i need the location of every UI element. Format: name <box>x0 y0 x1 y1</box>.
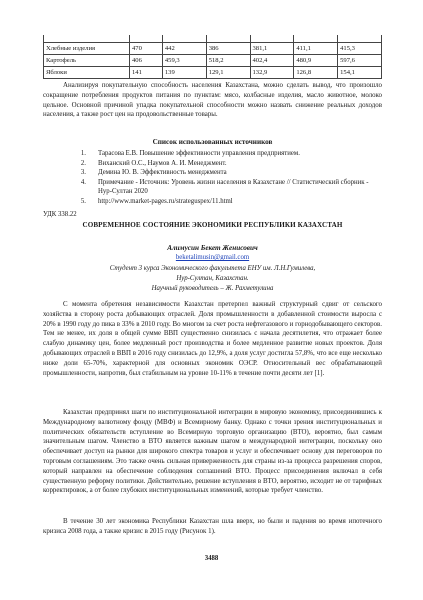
body-paragraph-1: С момента обретения независимости Казахстан претерпел важный структурный сдвиг от сельского хозяйства в сторону роста добывающих отраслей. Доля промышленности в добавленной стоимости выросла с 20% в 1990 году до пика в 33% в 2010 году. Во многом за счет роста нефтегазового и горнодобывающего секторов. Тем не менее, их доля в общей сумме ВВП существенно снизилась с начала десятилетия, что отражает более слабую динамику цен, более медленный рост производства и более медленное развитие новых проектов. Доля добывающих отраслей в ВВП в 2016 году снизилась до 12,9%, а доля услуг достигла 57,8%, что все еще несколько ниже доли 65-70%, характерной для основных экономик ОЭСР. Относительный вес обрабатывающей промышленности, напротив, был стабильным на уровне 10-11% в течение почти десяти лет [1]. <box>43 301 382 377</box>
article-title: СОВРЕМЕННОЕ СОСТОЯНИЕ ЭКОНОМИКИ РЕСПУБЛИКИ КАЗАХСТАН <box>82 221 343 229</box>
page-number: 3488 <box>204 555 219 562</box>
source-item: 4. Примечание - Источник: Уровень жизни населения в Казахстане // Статистический сборник - Нур-Султан 2020 <box>80 178 369 196</box>
table-body <box>44 35 382 78</box>
table-row: Картофель 406 459,3 518,2 402,4 480,9 597,6 <box>44 54 382 66</box>
author-email-link[interactable]: beketalimusin@gmail.com <box>175 254 250 261</box>
analysis-paragraph: Анализируя покупательную способность населения Казахстана, можно сделать вывод, что произошло сокращение потребления продуктов питания по пунктам: мясо, колбасные изделия, масло животное, молоко цельное. Основной причиной упадка покупательной способности можно назвать снижение реальных доходов населения, а также рост цен на продовольственные товары. <box>43 82 382 119</box>
table-row: Яблоки 141 139 129,1 132,9 126,8 154,1 <box>44 66 382 78</box>
sources-list <box>43 149 382 207</box>
body-paragraph-3: В течение 30 лет экономика Республики Казахстан шла вверх, но были и падения во время ипотечного кризиса 2008 года, а также кризис в 2015 году (Рисунок 1). <box>43 518 382 535</box>
source-item: 5. http://www.market-pages.ru/strateguspex/11.html <box>80 197 233 205</box>
food-consumption-table <box>43 35 382 79</box>
author-name: Алимусин Бекет Женисович <box>167 244 258 252</box>
source-item: 3. Демина Ю. В. Эффективность менеджмента <box>80 169 227 177</box>
table-row: Хлебные изделия 470 442 386 381,1 411,1 415,3 <box>44 42 382 54</box>
table-row-cut <box>44 35 382 42</box>
author-affiliation: Студент 3 курса Экономического факультета ЕНУ им. Л.Н.Гумилева, Нур-Султан, Казахстан. Научный руководитель – Ж. Рахметулина <box>43 264 382 293</box>
sources-heading: Список использованных источников <box>152 138 273 146</box>
body-paragraph-2: Казахстан предпринял шаги по институциональной интеграции в мировую экономику, присоединившись к Международному валютному фонду (МВФ) и Всемирному банку. Однако с точки зрения институциональных и политических обязательств вступление во Всемирную торговую организацию (ВТО), вероятно, был самым значительным шагом. Членство в ВТО является важным шагом в международной интеграции, поскольку оно обеспечивает доступ на рынки для широкого спектра товаров и услуг и обеспечивает основу для переговоров по торговым соглашениям. Это также очень сильная приверженность для страны из-за процесса разрешения споров, который направлен на обеспечение соблюдения соглашений ВТО. Процесс присоединения включал в себя существенную реформу политики. Действительно, решение вступления в ВТО, вероятно, исходит не от тарифных корректировок, а от более глубоких институциональных изменений, которые требует членство. <box>43 409 382 495</box>
source-item: 2. Виханский О.С., Наумов А. И. Менеджмент. <box>80 159 227 167</box>
udc-code: УДК 338.22 <box>43 211 77 218</box>
supervisor: Научный руководитель – Ж. Рахметулина <box>151 284 274 292</box>
source-item: 1. Тарасова Е.В. Повышение эффективности управления предприятием. <box>80 150 300 157</box>
